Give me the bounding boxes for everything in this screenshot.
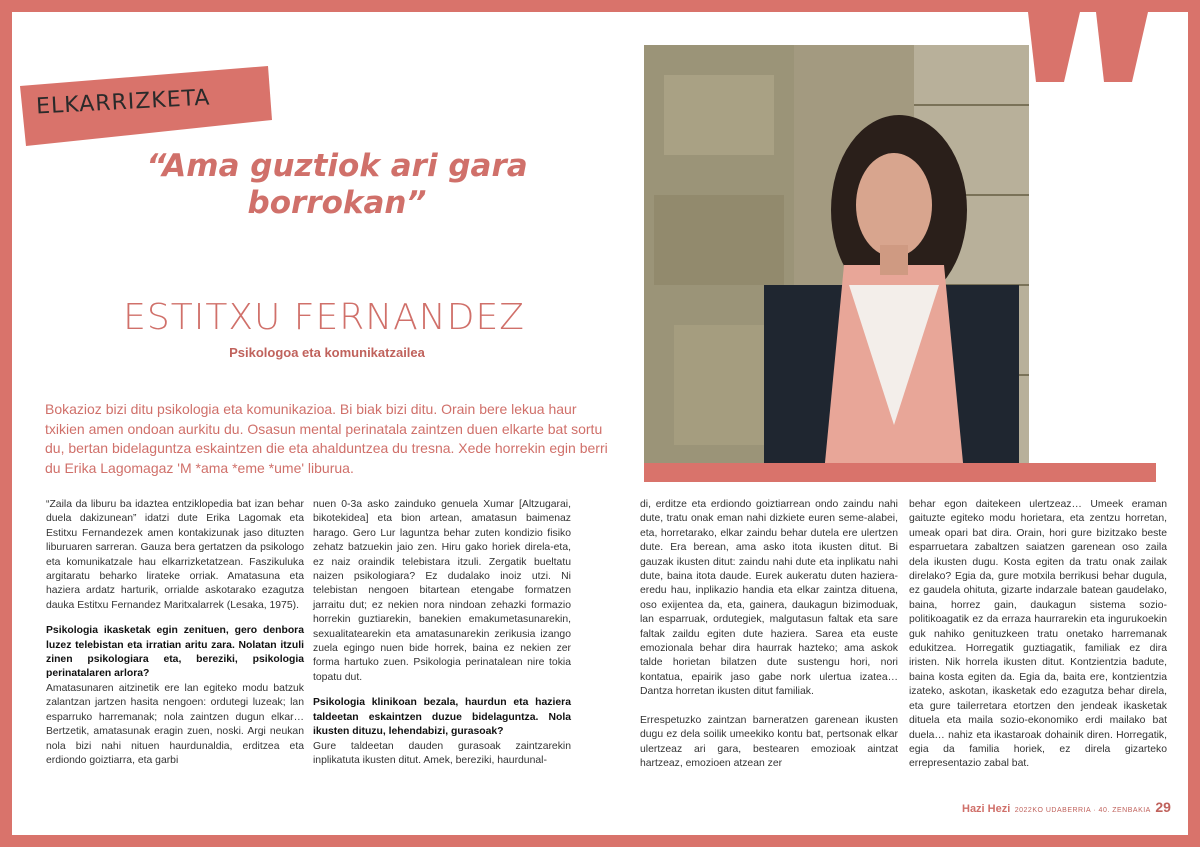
article-column-2 bbox=[313, 498, 571, 768]
article-column-4 bbox=[909, 498, 1167, 772]
article-column-3 bbox=[640, 498, 898, 771]
page-footer bbox=[962, 799, 1171, 817]
article-paragraph: behar egon daitekeen ulertzeaz… Umeek eraman gaituzte egiteko modu horietara, eta zentzu horretan, umeak opari bat dira. Orain, hori gure bizitzako beste esparruetara zabaltzen saiatzen garenean oso zaila dela ikusten dugu. Kosta egiten da tratu onak zailak direlako? Egia da, gure motxila berrikusi behar dugula, ez gaudela ohituta, gizarte indarzale batean gaudelako, baina, horrez gain, daukagun sistema sozio-politikoagatik ez da erraza haurrarekin eta ingurukoekin guk nahiko genituzkeen tratu onetako harremanak edukitzea. Horregatik guztiagatik, familiak ez dira iristen. Nik horrela ikusten ditut. Kontzientzia badute, baina kosta egiten da. Egia da, baita ere, kontzientzia izateko, askotan, ikasketak edo ezagutza behar direla, eta gure tailerretara etortzen den jendeak ikasketak dituela eta maila sozio-ekonomiko erdi mailako bat duela… nahiz eta ikastaroak dohainik diren. Horregatik, egia da familia horiek, ez direla gizarteko errepresentazio zabal bat. bbox=[909, 499, 1167, 770]
interview-question: Psikologia ikasketak egin zenituen, gero denbora luzez telebistan eta irratian aritu zara. Nolatan itzuli zinen psikologiara eta, bereziki, psikologia perinatalaren arlora? bbox=[46, 625, 304, 680]
article-paragraph: di, erditze eta erdiondo goiztiarrean ondo zaindu nahi dute, tratu onak eman nahi dizkiete euren seme-alabei, eta, horretarako, elkar zaindu behar dutela ere ulertzen dute. Era berean, ama asko itota ikusten ditut. Bi gauzak ikusten ditut: zaindu nahi dute eta inplikatu nahi dute, baina itota daude. Eurek aukeratu duten haziera-eredu hau, inplikazio handia eta elkar zaintza dituena, oso exijentea da, eta, gainera, daukagun bizimoduak, lan esparruak, ordutegiek, malgutasun faltak eta sare faltak zaildu egiten dute haziera. Sarea eta euste emozionala behar dira haurrak hazteko; ama askok talde horietan bilatzen dute sustengu hori, nori kontatua, epairik jaso gabe nork ulertua izatea… Dantza horretan ikusten ditut familiak. bbox=[640, 499, 898, 698]
article-paragraph: “Zaila da liburu ba idaztea entziklopedia bat izan behar duela dakizunean” idatzi dute Erika Lagomak eta Estitxu Fernandezek amen kontakizunak jaso dituzten liburuaren sarreran. Gauza bera gertatzen da psikologo eta komunikatzale hau elkarrizketatzean. Faszikuluka argitaratu beharko lirateke orriak. Amatasuna eta haziera ardatz harturik, orrialde askotarako ezagutza dauka Estitxu Fernandez Maritxalarrek (Lesaka, 1975). bbox=[46, 499, 304, 611]
portrait-photo bbox=[644, 45, 1029, 473]
quote-marks-icon bbox=[1028, 12, 1168, 92]
article-paragraph: Gure taldeetan dauden gurasoak zaintzarekin inplikatuta ikusten ditut. Amek, bereziki, haurdunal- bbox=[313, 740, 571, 766]
photo-accent-band bbox=[644, 463, 1156, 482]
article-column-1 bbox=[46, 498, 304, 768]
magazine-spread bbox=[12, 12, 1188, 835]
article-paragraph: nuen 0-3a asko zainduko genuela Xumar [Altzugarai, bikotekidea] eta bion artean, amatasun baimenaz haraɡo. Gero Lur laguntza behar zuten kondizio fisiko zehatz batzuekin jaio zen. Hiru gako horiek direla-eta, ez naiz oraindik telebistara itzuli. Zergatik bueltatu naizen psikologiara? Ez dudalako inoiz utzi. Ni telebistan nengoen bitartean etengabe formatzen jarraitu dut; ez nekien nora nindoan zehazki formazio horrekin guztiarekin, banekien emakumetasunarekin, sexualitatearekin eta amatasunarekin zerikusia izango zuela egingo nuen bide horrek, baina ez nekien zer forma hartuko zuen. Psikologia perinatalean nire tokia topatu dut. bbox=[313, 499, 571, 683]
magazine-name: Hazi Hezi bbox=[962, 803, 1011, 815]
issue-info: 2022KO UDABERRIA · 40. ZENBAKIA bbox=[1014, 807, 1151, 814]
interview-question: Psikologia klinikoan bezala, haurdun eta haziera taldeetan eskaintzen duzue bidelaguntza. Nola ikusten dituzu, lehendabizi, gurasoak? bbox=[313, 697, 571, 738]
headline: “Ama guztiok ari gara borrokan” bbox=[146, 148, 528, 221]
article-paragraph: Errespetuzko zaintzan barneratzen garenean ikusten dugu ez dela soilik umeekiko kontu bat, pertsonak elkar ulertzeaz ari gara, bestearen emozioak aintzat hartzeaz, emozioen atzean zer bbox=[640, 714, 898, 769]
section-tag-label: ELKARRIZKETA bbox=[35, 85, 212, 120]
article-paragraph: Amatasunaren aitzinetik ere lan egiteko modu batzuk zalantzan jartzen hasita nengoen: ordutegi luzeak; lan esparruko harremanak; nola zaintzen dugun elkar… Bertzetik, amatasunak eragin zuen, noski. Argi neukan nola bizi nahi nituen haurdunaldia, erditzea eta erdiondo goiztiarra, eta garbi bbox=[46, 682, 304, 766]
lead-paragraph: Bokazioz bizi ditu psikologia eta komunikazioa. Bi biak bizi ditu. Orain bere lekua haur txikien amen ondoan aurkitu du. Osasun mental perinatala zaintzen duen elkarte bat sortu du, bertan bidelaguntza eskaintzen die eta ahalduntzea du tresna. Xede horrekin egin berri du Erika Lagomagaz 'M *ama *eme *ume' liburua. bbox=[45, 401, 608, 476]
interviewee-role: Psikologoa eta komunikatzailea bbox=[229, 345, 425, 360]
section-tag bbox=[16, 66, 276, 148]
portrait-illustration bbox=[644, 45, 1029, 473]
page-number: 29 bbox=[1155, 799, 1171, 815]
interviewee-name: ESTITXU FERNANDEZ bbox=[123, 297, 525, 338]
